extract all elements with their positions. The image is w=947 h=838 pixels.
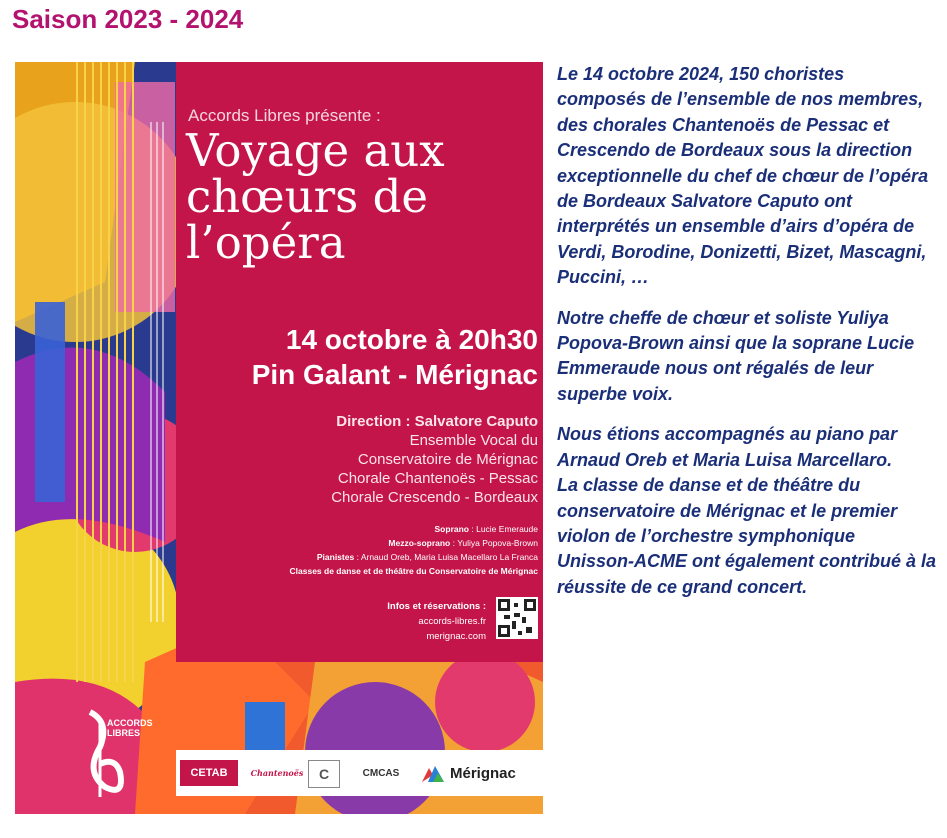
poster-title-line: l’opéra [186, 216, 346, 269]
soprano-label: Soprano [434, 524, 469, 534]
season-title: Saison 2023 - 2024 [12, 4, 244, 34]
poster-ensemble: Conservatoire de Mérignac [357, 451, 538, 468]
poster-info [387, 599, 486, 644]
pianists-names: Arnaud Oreb, Maria Luisa Macellaro La Franca [360, 552, 538, 562]
mezzo-name: Yuliya Popova-Brown [457, 538, 538, 548]
brand-text [107, 718, 153, 738]
article-paragraph: La classe de danse et de théâtre du conservatoire de Mérignac et le premier violon de l’orchestre symphonique Unisson-ACME ont également contribué à la réussite de ce grand concert. [557, 475, 937, 597]
concert-poster [15, 62, 543, 814]
poster-title-line: chœurs de [186, 170, 429, 223]
poster-title-line: Voyage aux [186, 124, 445, 177]
poster-text-panel [176, 62, 543, 662]
cetab-logo: CETAB [180, 760, 238, 786]
article-paragraph: Notre cheffe de chœur et soliste Yuliya Popova-Brown ainsi que la soprane Lucie Emmeraude nous ont régalés de leur superbe voix. [557, 307, 915, 404]
article-text [557, 62, 937, 600]
treble-clef-icon [70, 702, 180, 802]
qr-code [496, 597, 538, 639]
accords-libres-logo [70, 702, 180, 802]
poster-credits: Soprano : Lucie Emeraude Mezzo-soprano : Yuliya Popova-Brown Pianistes : Arnaud Oreb, Maria Luisa Macellaro La Franca Classes de danse et de théâtre du Conservatoire de Mérignac [289, 524, 538, 576]
article-paragraph: Nous étions accompagnés au piano par Arnaud Oreb et Maria Luisa Marcellaro. [557, 424, 898, 470]
poster-ensemble: Chorale Crescendo - Bordeaux [331, 489, 538, 506]
poster-ensemble: Ensemble Vocal du [409, 432, 538, 449]
merignac-label: Mérignac [450, 764, 516, 782]
poster-show-title [186, 124, 543, 269]
brand-line: LIBRES [107, 728, 141, 738]
sponsor-strip [176, 750, 543, 796]
cmcas-logo: CMCAS [362, 767, 400, 779]
poster-presenter: Accords Libres présente : [188, 106, 381, 125]
mezzo-label: Mezzo-soprano [388, 538, 451, 548]
merignac-logo [422, 760, 538, 786]
crescendo-logo: C [308, 760, 340, 788]
poster-venue: Pin Galant - Mérignac [251, 359, 538, 390]
poster-date: 14 octobre à 20h30 [285, 324, 538, 355]
poster-direction-label: Direction : Salvatore Caputo [336, 413, 538, 430]
qr-code-icon [498, 599, 536, 637]
info-site: merignac.com [426, 631, 486, 642]
merignac-mark-icon [422, 764, 444, 782]
classes-credit: Classes de danse et de théâtre du Conservatoire de Mérignac [289, 566, 538, 576]
brand-line: ACCORDS [107, 718, 153, 728]
poster-direction [331, 412, 538, 507]
info-label: Infos et réservations : [387, 601, 486, 612]
info-site: accords-libres.fr [418, 616, 486, 627]
chantenoes-logo: Chantenoës [250, 768, 304, 778]
article-paragraph: Le 14 octobre 2024, 150 choristes composés de l’ensemble de nos membres, des chorales Chantenoës de Pessac et Crescendo de Bordeaux sous la direction exceptionnelle du chef de chœur de l’opéra de Bordeaux Salvatore Caputo ont interprétés un ensemble d’airs d’opéra de Verdi, Borodine, Donizetti, Bizet, Mascagni, Puccini, … [557, 64, 929, 288]
pianists-label: Pianistes [316, 552, 355, 562]
poster-ensemble: Chorale Chantenoës - Pessac [337, 470, 538, 487]
soprano-name: Lucie Emeraude [476, 524, 538, 534]
